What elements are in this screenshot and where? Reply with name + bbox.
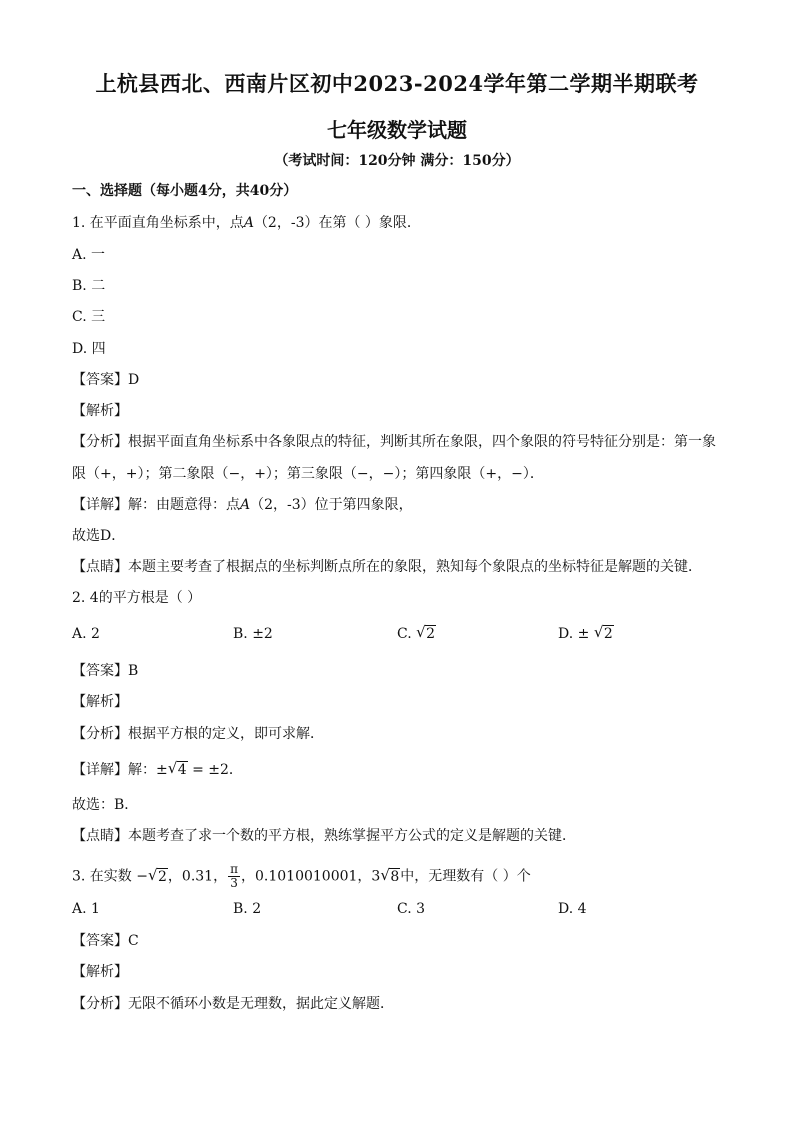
radicand: 8 bbox=[390, 868, 400, 885]
q2-option-c bbox=[397, 625, 436, 643]
q3-stem-part-a: 3. 在实数 − bbox=[72, 868, 148, 885]
q2-comment bbox=[72, 827, 576, 845]
q3-option-a: A. 1 bbox=[72, 901, 100, 917]
exam-subtitle: 七年级数学试题 bbox=[327, 118, 467, 142]
q1-option-b: B. 二 bbox=[72, 278, 106, 294]
answer-tag: 【答案】 bbox=[72, 663, 128, 679]
q3-stem-part-d: 中，无理数有（ ）个 bbox=[400, 868, 531, 885]
detail-tag: 【详解】 bbox=[72, 762, 128, 778]
detail-text-b: = ±2． bbox=[187, 762, 243, 778]
comment-text: 本题考查了求一个数的平方根，熟练掌握平方公式的定义是解题的关键． bbox=[128, 828, 576, 844]
analysis-text: 根据平面直角坐标系中各象限点的特征，判断其所在象限，四个象限的符号特征分别是：第一象 bbox=[128, 434, 716, 450]
fraction-denominator: 3 bbox=[230, 876, 238, 890]
q3-stem-part-b: ，0.31， bbox=[167, 868, 228, 885]
q3-stem-part-c: ，0.1010010001，3 bbox=[240, 868, 381, 885]
analysis-tag: 【分析】 bbox=[72, 726, 128, 742]
question-2-stem: 2. 4的平方根是（ ） bbox=[72, 590, 202, 606]
question-3-stem bbox=[72, 863, 531, 890]
radicand: 2 bbox=[426, 626, 436, 642]
q2-conclusion: 故选：B． bbox=[72, 797, 139, 813]
section-heading: 一、选择题（每小题4分，共40分） bbox=[72, 183, 298, 199]
q1-stem-part-a: 1. 在平面直角坐标系中，点 bbox=[72, 215, 244, 231]
q3-answer bbox=[72, 932, 139, 950]
detail-text-a: 解：± bbox=[128, 762, 168, 778]
q3-jiexi-tag: 【解析】 bbox=[72, 964, 128, 980]
pi-over-3-fraction bbox=[228, 863, 240, 890]
exam-info: （考试时间：120分钟 满分：150分） bbox=[274, 153, 520, 169]
radicand: 2 bbox=[603, 626, 613, 642]
analysis-tag: 【分析】 bbox=[72, 434, 128, 450]
sqrt-symbol bbox=[168, 761, 188, 779]
q1-answer bbox=[72, 371, 139, 389]
q1-jiexi-tag: 【解析】 bbox=[72, 403, 128, 419]
sqrt-symbol bbox=[148, 868, 168, 886]
analysis-text: 根据平方根的定义，即可求解． bbox=[128, 726, 324, 742]
q2-option-d-label: D. ± bbox=[558, 626, 590, 642]
comment-tag: 【点睛】 bbox=[72, 828, 128, 844]
q2-option-a: A. 2 bbox=[72, 626, 100, 642]
q3-option-d: D. 4 bbox=[558, 901, 587, 917]
q3-option-c: C. 3 bbox=[397, 901, 426, 917]
answer-value: D bbox=[128, 372, 140, 388]
question-1-stem bbox=[72, 214, 421, 232]
q1-analysis-1 bbox=[72, 433, 716, 451]
exam-title: 上杭县西北、西南片区初中2023-2024学年第二学期半期联考 bbox=[95, 71, 699, 96]
detail-tag: 【详解】 bbox=[72, 497, 128, 513]
analysis-text: 无限不循环小数是无理数，据此定义解题． bbox=[128, 996, 394, 1012]
comment-text: 本题主要考查了根据点的坐标判断点所在的象限，熟知每个象限点的坐标特征是解题的关键． bbox=[128, 559, 702, 575]
q1-option-d: D. 四 bbox=[72, 341, 106, 357]
q2-answer bbox=[72, 662, 138, 680]
q1-analysis-2: 限（+，+）；第二象限（−，+）；第三象限（−，−）；第四象限（+，−）． bbox=[72, 466, 544, 482]
comment-tag: 【点睛】 bbox=[72, 559, 128, 575]
q2-detail bbox=[72, 761, 243, 779]
answer-value: B bbox=[128, 663, 139, 679]
q2-option-c-label: C. bbox=[397, 626, 412, 642]
analysis-tag: 【分析】 bbox=[72, 996, 128, 1012]
q2-analysis bbox=[72, 725, 324, 743]
q3-analysis bbox=[72, 995, 394, 1013]
q1-stem-part-b: （2，-3）在第（ ）象限． bbox=[253, 215, 421, 231]
sqrt-symbol bbox=[380, 868, 400, 886]
radicand: 4 bbox=[177, 762, 187, 778]
detail-text-b: （2，-3）位于第四象限， bbox=[250, 497, 413, 513]
q2-option-b: B. ±2 bbox=[233, 626, 273, 642]
q1-point-label: A bbox=[243, 215, 254, 231]
q2-option-d bbox=[558, 625, 614, 643]
radicand: 2 bbox=[158, 868, 167, 885]
q3-option-b: B. 2 bbox=[233, 901, 262, 917]
q2-jiexi-tag: 【解析】 bbox=[72, 694, 128, 710]
detail-text-a: 解：由题意得：点 bbox=[128, 497, 240, 513]
q1-detail bbox=[72, 496, 413, 514]
q1-option-a: A. 一 bbox=[72, 247, 106, 263]
sqrt-symbol bbox=[594, 625, 614, 643]
detail-point-label: A bbox=[240, 497, 251, 513]
answer-tag: 【答案】 bbox=[72, 933, 128, 949]
q1-conclusion: 故选D． bbox=[72, 528, 126, 544]
q1-comment bbox=[72, 558, 702, 576]
q1-option-c: C. 三 bbox=[72, 309, 106, 325]
answer-value: C bbox=[128, 933, 139, 949]
fraction-numerator: π bbox=[230, 862, 238, 876]
answer-tag: 【答案】 bbox=[72, 372, 128, 388]
sqrt-symbol bbox=[416, 625, 436, 643]
